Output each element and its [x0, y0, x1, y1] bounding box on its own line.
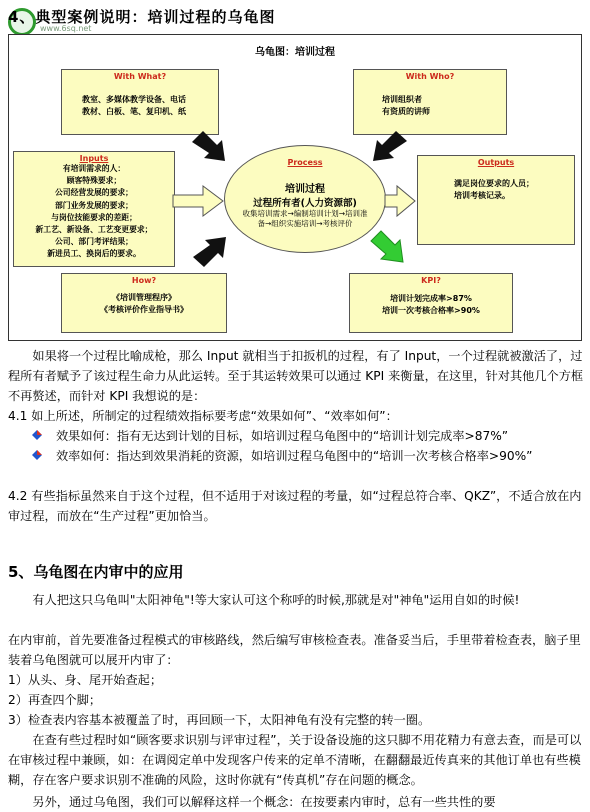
inputs-line: 部门业务发展的要求； — [55, 200, 133, 210]
inputs-line: 公司经营发展的要求； — [55, 188, 133, 198]
paragraph-4-1: 4.1 如上所述，所制定的过程绩效指标要考虑“效果如何”、“效率如何”： — [8, 409, 398, 423]
with-what-arrow — [192, 131, 225, 161]
diagram-arrows — [9, 35, 581, 340]
audit-step-2: 2）再查四个脚； — [8, 693, 102, 707]
paragraph-4-2: 4.2 有些指标虽然来自于这个过程，但不适用于对该过程的考量，如“过程总符合率、QKZ”，不适合放在内审过程，而放在“生产过程”更加恰当。 — [8, 489, 582, 523]
inputs-line: 新进员工、换岗后的要求。 — [47, 249, 141, 259]
diagram-title: 乌龟图：培训过程 — [255, 47, 335, 58]
turtle-diagram — [8, 34, 582, 341]
kpi-line: 培训一次考核合格率>90% — [382, 306, 480, 315]
inputs-line: 有培训需求的人： — [62, 164, 126, 173]
with-what-line: 教材、白板、笔、复印机、纸 — [82, 107, 186, 116]
paragraph-customer-requirements: 在查有些过程时如“顾客要求识别与评审过程”，关于设备设施的这只脚不用花精力有意去查，而是可以在审核过程中兼顾，如：在调阅定单中发现客户传来的定单不清晰，在翻翻最近传真来的其他订单也有些模糊，存在客户要求识别不准确的风险，这时你就有“传真机”存在问题的概念。 — [8, 733, 582, 787]
kpi-line: 培训计划完成率>87% — [390, 294, 472, 303]
bullet-effect: 效果如何：指有无达到计划的目标，如培训过程乌龟图中的“培训计划完成率>87%” — [56, 429, 509, 443]
bullet-icon — [32, 430, 42, 440]
process-owner: 过程所有者(人力资源部) — [253, 198, 357, 209]
output-arrow — [385, 186, 415, 216]
section-4-heading: 4、典型案例说明：培训过程的乌龟图 — [8, 8, 276, 26]
inputs-line: 顾客特殊要求； — [66, 176, 122, 186]
process-label: Process — [287, 158, 323, 167]
inputs-line: 公司、部门考评结果； — [55, 237, 133, 247]
logo-url: www.6sq.net — [40, 24, 92, 33]
audit-step-3: 3）检查表内容基本被覆盖了时，再回顾一下，太阳神龟有没有完整的转一圈。 — [8, 713, 431, 727]
kpi-label: KPI? — [421, 276, 441, 285]
with-what-line: 教室、多媒体教学设备、电话 — [82, 95, 186, 104]
inputs-line: 新工艺、新设备、工艺变更要求； — [35, 225, 153, 235]
bullet-icon — [32, 450, 42, 460]
outputs-line: 培训考核记录。 — [454, 191, 510, 200]
outputs-label: Outputs — [477, 158, 515, 167]
how-line: 《培训管理程序》 — [112, 293, 176, 302]
process-name: 培训过程 — [285, 184, 325, 195]
section-5-heading: 5、乌龟图在内审中的应用 — [8, 563, 184, 581]
bullet-efficiency: 效率如何：指达到效果消耗的资源，如培训过程乌龟图中的“培训一次考核合格率>90%” — [56, 449, 533, 463]
inputs-label: Inputs — [79, 154, 109, 163]
how-arrow — [193, 237, 226, 267]
with-what-label: With What? — [113, 72, 167, 81]
how-label: How? — [131, 276, 157, 285]
outputs-line: 满足岗位要求的人员； — [454, 179, 534, 188]
input-arrow — [173, 186, 223, 216]
paragraph-sun-turtle: 有人把这只乌龟叫"太阳神龟"!等大家认可这个称呼的时候,那就是对"神龟"运用自如的时候! — [32, 593, 520, 607]
inputs-line: 与岗位技能要求的差距； — [51, 212, 137, 222]
how-line: 《考核评价作业指导书》 — [100, 305, 188, 314]
kpi-arrow — [371, 231, 403, 262]
paragraph-kpi-intro: 如果将一个过程比喻成枪，那么 Input 就相当于扣扳机的过程，有了 Input，一个过程就被激活了，过程所有者赋予了该过程生命力从此运转。至于其运转效果可以通过 KPI 来衡量，在这里，针对其他几个方框不再赘述，而针对 KPI 我想说的是： — [8, 349, 584, 403]
with-who-line: 培训组织者 — [382, 95, 422, 104]
process-steps: 收集培训需求→编制培训计划→培训准备→组织实施培训→考核评价 — [242, 209, 368, 228]
with-who-arrow — [373, 131, 407, 161]
paragraph-concept: 另外，通过乌龟图，我们可以解释这样一个概念：在按要素内审时，总有一些共性的要 — [32, 795, 496, 809]
paragraph-before-audit: 在内审前，首先要准备过程模式的审核路线，然后编写审核检查表。准备妥当后，手里带着检查表，脑子里装着乌龟图就可以展开内审了： — [8, 633, 581, 667]
with-who-label: With Who? — [405, 72, 455, 81]
audit-step-1: 1）从头、身、尾开始查起； — [8, 673, 163, 687]
with-who-line: 有资质的讲师 — [382, 107, 430, 116]
